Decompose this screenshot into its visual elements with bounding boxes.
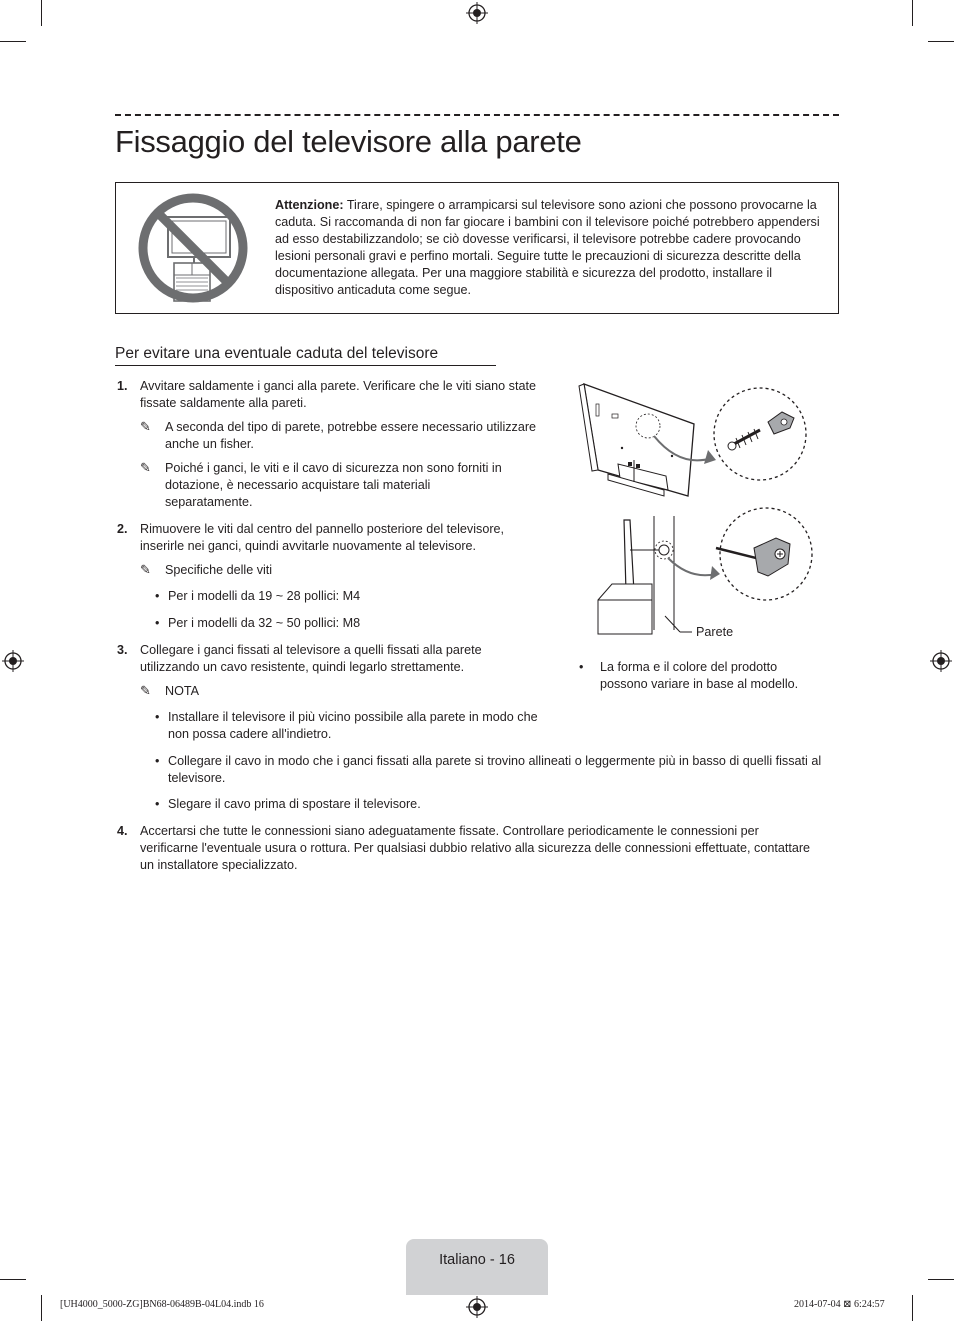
tv-back-illustration (579, 384, 716, 496)
crop-mark (912, 0, 913, 26)
page-number-label: Italiano - 16 (439, 1252, 515, 1268)
crop-mark (928, 1279, 954, 1280)
step-note: A seconda del tipo di parete, potrebbe essere necessario utilizzare anche un fisher. (165, 420, 537, 451)
print-timestamp: 2014-07-04 ⊠ 6:24:57 (794, 1299, 885, 1310)
bullet-text: Collegare il cavo in modo che i ganci fissati alla parete si trovino allineati o leggermente più in basso di quelli fissati al televisore. (168, 754, 822, 785)
step-text: Rimuovere le viti dal centro del pannello posteriore del televisore, inserirle nei ganci, quindi avvitarle nuovamente al televisore. (140, 522, 505, 553)
bullet-icon: • (155, 616, 160, 630)
warning-body: Tirare, spingere o arrampicarsi sul televisore sono azioni che possono provocarne la caduta. Si raccomanda di non far giocare i bambini con il televisore poiché potrebbero appendersi ad esso destabilizzandolo; se ciò dovesse verificarsi, il televisore potrebbe cadere provocando lesioni personali gravi e perfino mortali. Seguire tutte le precauzioni di sicurezza descritte della documentazione allegata. Per una maggiore stabilità e sicurezza del prodotto, installare il dispositivo anticaduta come segue. (275, 198, 820, 297)
step-text: Avvitare saldamente i ganci alla parete. Verificare che le viti siano state fissate saldamente alla pareti. (140, 379, 536, 410)
page-title: Fissaggio del televisore alla parete (115, 124, 582, 159)
file-info: [UH4000_5000-ZG]BN68-06489B-04L04.indb 16 (60, 1299, 264, 1310)
registration-mark-icon (2, 650, 24, 672)
crop-mark (41, 0, 42, 26)
bullet-icon: • (155, 710, 160, 724)
zoom-circle (714, 388, 806, 480)
wall-label: Parete (696, 625, 734, 639)
prohibited-tv-icon (136, 191, 250, 305)
warning-label: Attenzione: (275, 198, 344, 212)
title-rule (115, 114, 839, 116)
registration-mark-icon (466, 1296, 488, 1318)
crop-mark (912, 1295, 913, 1321)
step-note: Specifiche delle viti (165, 563, 273, 577)
cable-and-hook-illustration (716, 538, 790, 576)
step-note: Poiché i ganci, le viti e il cavo di sicurezza non sono forniti in dotazione, è necessario acquistare tali materiali separatamente. (165, 461, 502, 509)
step-number: 4. (117, 824, 128, 838)
note-pencil-icon: ✎ (140, 460, 151, 475)
crop-mark (0, 1279, 26, 1280)
note-pencil-icon: ✎ (140, 683, 151, 698)
bullet-icon: • (155, 754, 160, 768)
registration-mark-icon (930, 650, 952, 672)
section-heading: Per evitare una eventuale caduta del televisore (115, 344, 496, 366)
step-number: 3. (117, 643, 128, 657)
step-number: 1. (117, 379, 128, 393)
crop-mark (0, 41, 26, 42)
crop-mark (928, 41, 954, 42)
step-note: NOTA (165, 684, 200, 698)
diagram-caption: La forma e il colore del prodotto possono variare in base al modello. (600, 660, 799, 691)
warning-box (115, 182, 839, 314)
tv-side-wall-illustration (598, 516, 720, 634)
step-text: Accertarsi che tutte le connessioni siano adeguatamente fissate. Controllare periodicamente le connessioni per verificarne l'eventuale usura o rottura. Per qualsiasi dubbio relativo alla sicurezza delle connessioni effettuate, contattare un installatore specializzato. (140, 824, 811, 872)
bullet-icon: • (155, 589, 160, 603)
bullet-icon: • (579, 660, 584, 674)
step-number: 2. (117, 522, 128, 536)
note-pencil-icon: ✎ (140, 562, 151, 577)
crop-mark (41, 1295, 42, 1321)
wall-mount-diagram (568, 378, 830, 640)
bullet-icon: • (155, 797, 160, 811)
step-text: Collegare i ganci fissati al televisore a quelli fissati alla parete utilizzando un cavo resistente, quindi legarlo strettamente. (140, 643, 482, 674)
note-pencil-icon: ✎ (140, 419, 151, 434)
bullet-text: Per i modelli da 32 ~ 50 pollici: M8 (168, 616, 361, 630)
bullet-text: Slegare il cavo prima di spostare il televisore. (168, 797, 421, 811)
screw-and-hook-illustration (728, 412, 794, 450)
bullet-text: Per i modelli da 19 ~ 28 pollici: M4 (168, 589, 361, 603)
bullet-text: Installare il televisore il più vicino possibile alla parete in modo che non possa cadere all'indietro. (168, 710, 538, 741)
warning-text (275, 197, 827, 298)
registration-mark-icon (466, 2, 488, 24)
